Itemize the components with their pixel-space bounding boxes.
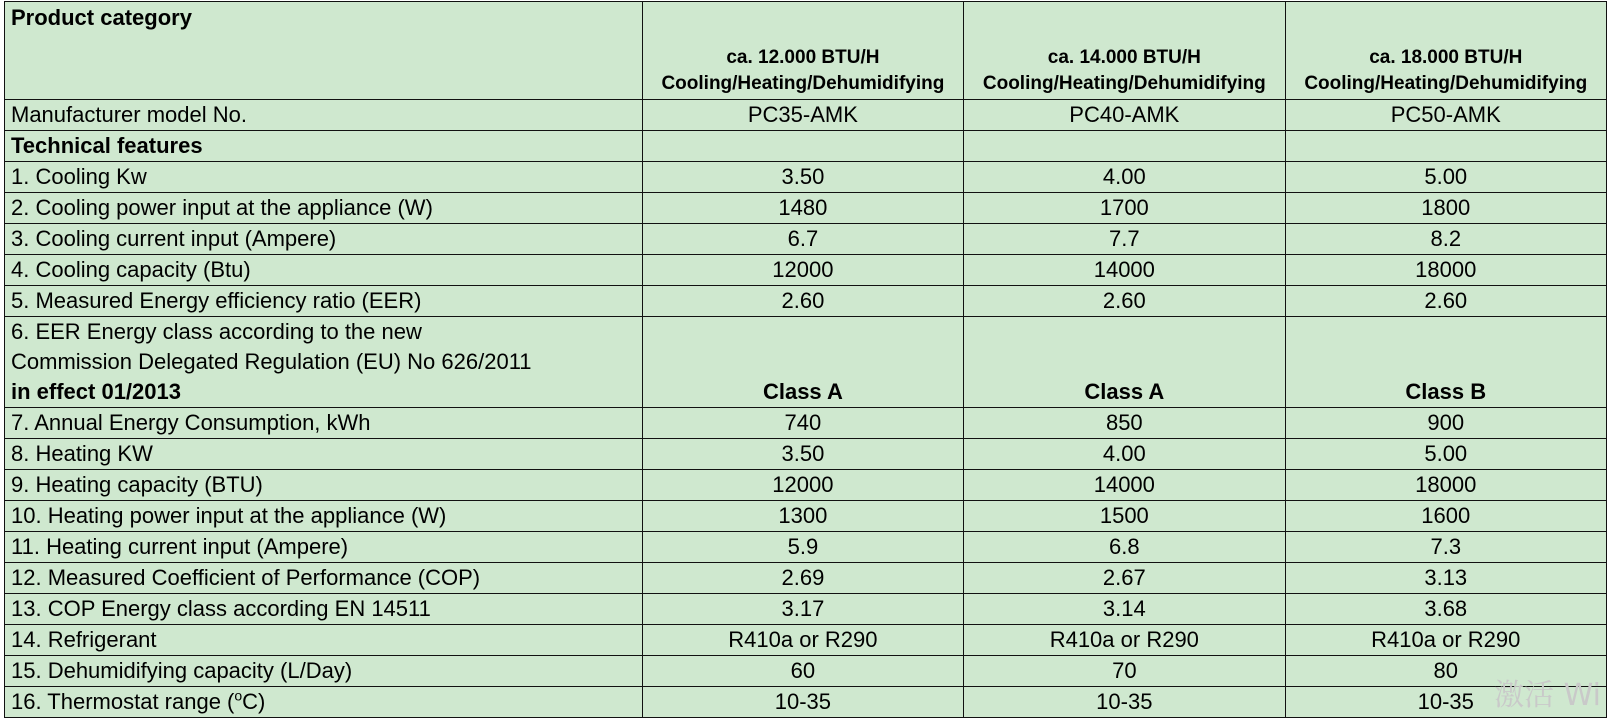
cell-value[interactable]: PC50-AMK [1285,100,1606,131]
cell-value[interactable]: 1600 [1285,501,1606,532]
row-label[interactable]: 12. Measured Coefficient of Performance (COP) [5,563,643,594]
row-label[interactable]: 11. Heating current input (Ampere) [5,532,643,563]
cell-value[interactable]: 5.00 [1285,439,1606,470]
row-label[interactable]: 4. Cooling capacity (Btu) [5,255,643,286]
table-row [5,100,1607,131]
cell-value[interactable]: 70 [964,656,1285,687]
cell-value[interactable]: PC40-AMK [964,100,1285,131]
row-label-prefix: 16. Thermostat range ( [11,689,235,714]
spec-table [4,1,1607,718]
table-row [5,255,1607,286]
cell-value[interactable]: Class A [642,317,963,408]
row-label[interactable]: 13. COP Energy class according EN 14511 [5,594,643,625]
cell-value[interactable]: 12000 [642,470,963,501]
column-header-12000[interactable] [642,2,963,100]
table-row [5,286,1607,317]
cell-value[interactable]: 3.50 [642,162,963,193]
row-label[interactable]: 2. Cooling power input at the appliance (W) [5,193,643,224]
table-row [5,408,1607,439]
column-header-18000[interactable] [1285,2,1606,100]
row-label[interactable]: Manufacturer model No. [5,100,643,131]
cell-value[interactable]: 1480 [642,193,963,224]
section-row [5,131,1607,162]
degree-sup: o [234,687,243,704]
cell-value[interactable]: R410a or R290 [1285,625,1606,656]
table-row [5,193,1607,224]
table-row [5,501,1607,532]
cell-value[interactable]: 5.9 [642,532,963,563]
column-header-capacity: ca. 14.000 BTU/H [1047,47,1201,68]
cell-value[interactable]: 10-35 [1285,687,1606,718]
row-label[interactable]: 7. Annual Energy Consumption, kWh [5,408,643,439]
cell-value[interactable]: 4.00 [964,439,1285,470]
empty-cell[interactable] [642,131,963,162]
cell-value[interactable]: 12000 [642,255,963,286]
table-row [5,162,1607,193]
cell-value[interactable]: 2.67 [964,563,1285,594]
row-label[interactable]: 15. Dehumidifying capacity (L/Day) [5,656,643,687]
cell-value[interactable]: 6.8 [964,532,1285,563]
row-label[interactable]: 5. Measured Energy efficiency ratio (EER) [5,286,643,317]
cell-value[interactable]: 10-35 [642,687,963,718]
cell-value[interactable]: 7.7 [964,224,1285,255]
cell-value[interactable]: 2.60 [964,286,1285,317]
cell-value[interactable]: PC35-AMK [642,100,963,131]
column-header-mode: Cooling/Heating/Dehumidifying [1304,73,1588,94]
table-row [5,594,1607,625]
table-row [5,532,1607,563]
table-row [5,687,1607,718]
cell-value[interactable]: 1300 [642,501,963,532]
cell-value[interactable]: 2.60 [642,286,963,317]
section-label[interactable]: Technical features [5,131,643,162]
cell-value[interactable]: Class B [1285,317,1606,408]
column-header-14000[interactable] [964,2,1285,100]
cell-value[interactable]: 2.69 [642,563,963,594]
cell-value[interactable]: 1500 [964,501,1285,532]
column-header-mode: Cooling/Heating/Dehumidifying [661,73,945,94]
cell-value[interactable]: 14000 [964,470,1285,501]
row-label-line: Commission Delegated Regulation (EU) No 626/2011 [11,349,532,374]
cell-value[interactable]: 3.17 [642,594,963,625]
cell-value[interactable]: R410a or R290 [642,625,963,656]
cell-value[interactable]: 4.00 [964,162,1285,193]
cell-value[interactable]: 2.60 [1285,286,1606,317]
header-row [5,2,1607,100]
table-row [5,563,1607,594]
cell-value[interactable]: 740 [642,408,963,439]
cell-value[interactable]: 1700 [964,193,1285,224]
table-row [5,656,1607,687]
cell-value[interactable]: R410a or R290 [964,625,1285,656]
cell-value[interactable]: 18000 [1285,470,1606,501]
product-category-cell[interactable]: Product category [5,2,643,100]
cell-value[interactable]: 1800 [1285,193,1606,224]
cell-value[interactable]: 850 [964,408,1285,439]
cell-value[interactable]: 7.3 [1285,532,1606,563]
row-label[interactable]: 1. Cooling Kw [5,162,643,193]
row-label[interactable]: 9. Heating capacity (BTU) [5,470,643,501]
row-label-line: 6. EER Energy class according to the new [11,319,422,344]
cell-value[interactable]: 3.13 [1285,563,1606,594]
cell-value[interactable]: 3.50 [642,439,963,470]
cell-value[interactable]: 10-35 [964,687,1285,718]
cell-value[interactable]: 5.00 [1285,162,1606,193]
column-header-capacity: ca. 12.000 BTU/H [726,47,880,68]
empty-cell[interactable] [1285,131,1606,162]
cell-value[interactable]: 60 [642,656,963,687]
table-row [5,439,1607,470]
empty-cell[interactable] [964,131,1285,162]
row-label[interactable]: 10. Heating power input at the appliance (W) [5,501,643,532]
column-header-capacity: ca. 18.000 BTU/H [1369,47,1523,68]
row-label[interactable]: 14. Refrigerant [5,625,643,656]
cell-value[interactable]: 14000 [964,255,1285,286]
cell-value[interactable]: 3.68 [1285,594,1606,625]
table-row [5,317,1607,408]
cell-value[interactable]: 8.2 [1285,224,1606,255]
table-row [5,224,1607,255]
cell-value[interactable]: 6.7 [642,224,963,255]
row-label-line: in effect 01/2013 [11,379,181,404]
cell-value[interactable]: Class A [964,317,1285,408]
row-label[interactable] [5,687,643,718]
column-header-mode: Cooling/Heating/Dehumidifying [982,73,1266,94]
row-label-suffix: C) [242,689,266,714]
cell-value[interactable]: 80 [1285,656,1606,687]
cell-value[interactable]: 900 [1285,408,1606,439]
cell-value[interactable]: 18000 [1285,255,1606,286]
table-row [5,625,1607,656]
row-label[interactable]: 3. Cooling current input (Ampere) [5,224,643,255]
watermark-text: 激活 Wi [1494,678,1601,713]
row-label[interactable]: 8. Heating KW [5,439,643,470]
table-row [5,470,1607,501]
cell-value[interactable]: 3.14 [964,594,1285,625]
row-label[interactable] [5,317,643,408]
